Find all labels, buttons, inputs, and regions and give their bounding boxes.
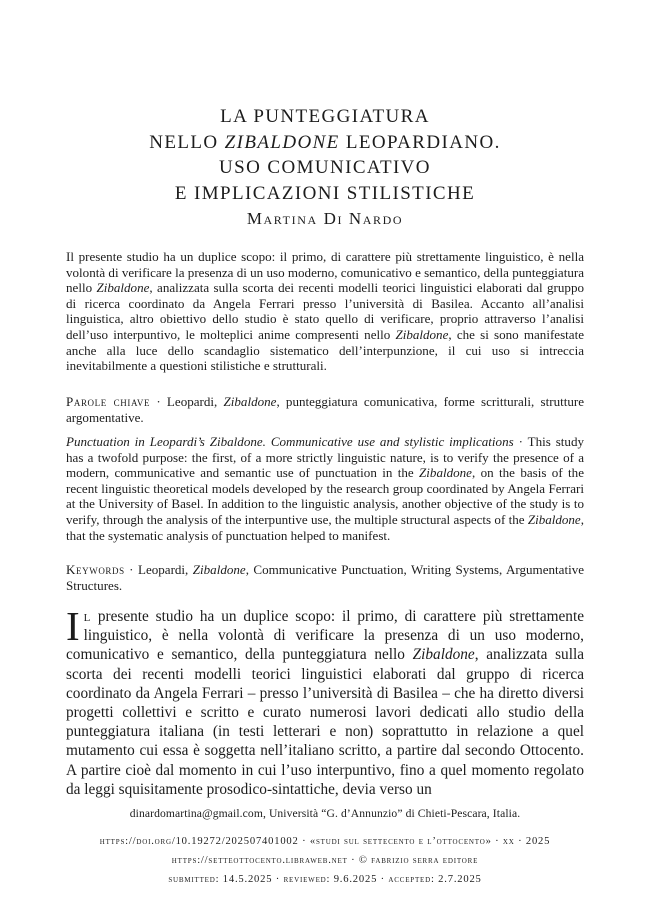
abstract-en-text-2: , on the basis of the recent linguistic theoretical models developed by the research group coordinated by Angela Ferrari at the University of Basel. In addition to the linguistic analysis, another objective of the study is to verify, through the analysis of the interpuntive use, the multiple structural aspects of the	[66, 465, 584, 527]
publisher-line: https://setteottocento.libraweb.net · © fabrizio serra editore	[171, 855, 479, 866]
keywords-italian	[66, 394, 584, 425]
author-affiliation: dinardomartina@gmail.com, Università “G. d’Annunzio” di Chieti-Pescara, Italia.	[129, 807, 521, 820]
keywords-en-text-2: , Communicative Punctuation, Writing Systems, Argumentative Structures.	[66, 562, 585, 593]
title-line-2-prefix: NELLO	[149, 131, 225, 153]
title-line-2	[66, 130, 584, 156]
keywords-english	[66, 562, 584, 593]
abstract-en-text-3: , that the systematic analysis of punctuation helped to manifest.	[66, 511, 584, 543]
abstract-it-italic-1: Zibaldone	[96, 280, 150, 296]
keywords-en-label: Keywords	[66, 562, 125, 577]
keywords-en-text-1: · Leopardi,	[124, 562, 193, 577]
title-line-2-suffix: LEOPARDIANO.	[339, 131, 501, 153]
body-text-1: presente studio ha un duplice scopo: il primo, di carattere più strettamente linguistico, è nella volontà di verificare la presenza di un uso moderno, comunicativo e semantico, della punteggiatura nello	[66, 608, 584, 664]
abstract-italian	[66, 249, 584, 374]
title-italic-zibaldone: ZIBALDONE	[224, 131, 340, 153]
abstract-it-text-2: , analizzata sulla scorta dei recenti modelli teorici linguistici elaborati dal gruppo di ricerca coordinato da Angela Ferrari presso l’università di Basilea. Accanto all’analisi linguistica, altro obiettivo dello studio è stato quello di verificare, proprio attraverso l’analisi dell’uso interpuntivo, le molteplici anime compresenti nello	[66, 280, 584, 342]
keywords-it-text-1: · Leopardi,	[150, 394, 224, 409]
abstract-it-text-3: , che si sono manifestate anche alla luce dello scandaglio sistematico dell’interpunzione, il cui uso si intreccia inevitabilmente a questioni stilistiche e strutturali.	[66, 326, 584, 374]
keywords-it-label: Parole chiave	[66, 394, 151, 409]
submission-dates: submitted: 14.5.2025 · reviewed: 9.6.2025 · accepted: 2.7.2025	[168, 874, 482, 885]
drop-cap: I	[66, 603, 80, 649]
abstract-en-title: Punctuation in Leopardi’s Zibaldone. Communicative use and stylistic implications	[66, 434, 514, 449]
abstract-it-italic-2: Zibaldone	[395, 326, 449, 342]
body-first-letters: l	[83, 608, 91, 625]
body-text-2: , analizzata sulla scorta dei recenti modelli teorici linguistici elaborati dal gruppo di ricerca coordinato da Angela Ferrari – presso l’università di Basilea – che ha diretto diversi progetti collettivi e scritto e curato numerosi lavori dedicati allo studio della punteggiatura italiana (in testi letterari e non) soprattutto in relazione a quel mutamento cui essa è soggetta nell’italiano scritto, a partire dal secondo Ottocento. A partire cioè dal momento in cui l’uso interpuntivo, fino a quel momento regolato da leggi squisitamente prosodico-sintattiche, devia verso un	[66, 646, 584, 798]
abstract-en-italic-1: Zibaldone	[419, 465, 472, 481]
author-name: Martina Di Nardo	[246, 209, 404, 228]
keywords-it-italic: Zibaldone	[223, 394, 277, 409]
abstract-en-italic-2: Zibaldone	[527, 511, 581, 527]
abstract-it-text-1: Il presente studio ha un duplice scopo: il primo, di carattere più strettamente linguistico, è nella volontà di verificare la presenza di un uso moderno, comunicativo e semantico, della punteggiatura nello	[66, 249, 584, 296]
keywords-it-text-2: , punteggiatura comunicativa, forme scritturali, strutture argomentative.	[66, 394, 585, 425]
doi-line: https://doi.org/10.19272/202507401002 · «studi sul settecento e l’ottocento» · xx · 2025	[99, 836, 551, 847]
abstract-english	[66, 434, 584, 543]
body-italic-zibaldone: Zibaldone	[412, 646, 475, 664]
article-title	[66, 104, 584, 206]
abstract-en-text-1: · This study has a twofold purpose: the first, of a more strictly linguistic nature, is to verify the presence of a modern, communicative and semantic use of punctuation in the	[66, 434, 584, 481]
title-line-3: USO COMUNICATIVO	[219, 157, 431, 178]
body-text	[66, 603, 584, 799]
title-line-4: E IMPLICAZIONI STILISTICHE	[174, 182, 476, 204]
title-line-1: LA PUNTEGGIATURA	[220, 106, 430, 127]
keywords-en-italic: Zibaldone	[192, 562, 246, 577]
